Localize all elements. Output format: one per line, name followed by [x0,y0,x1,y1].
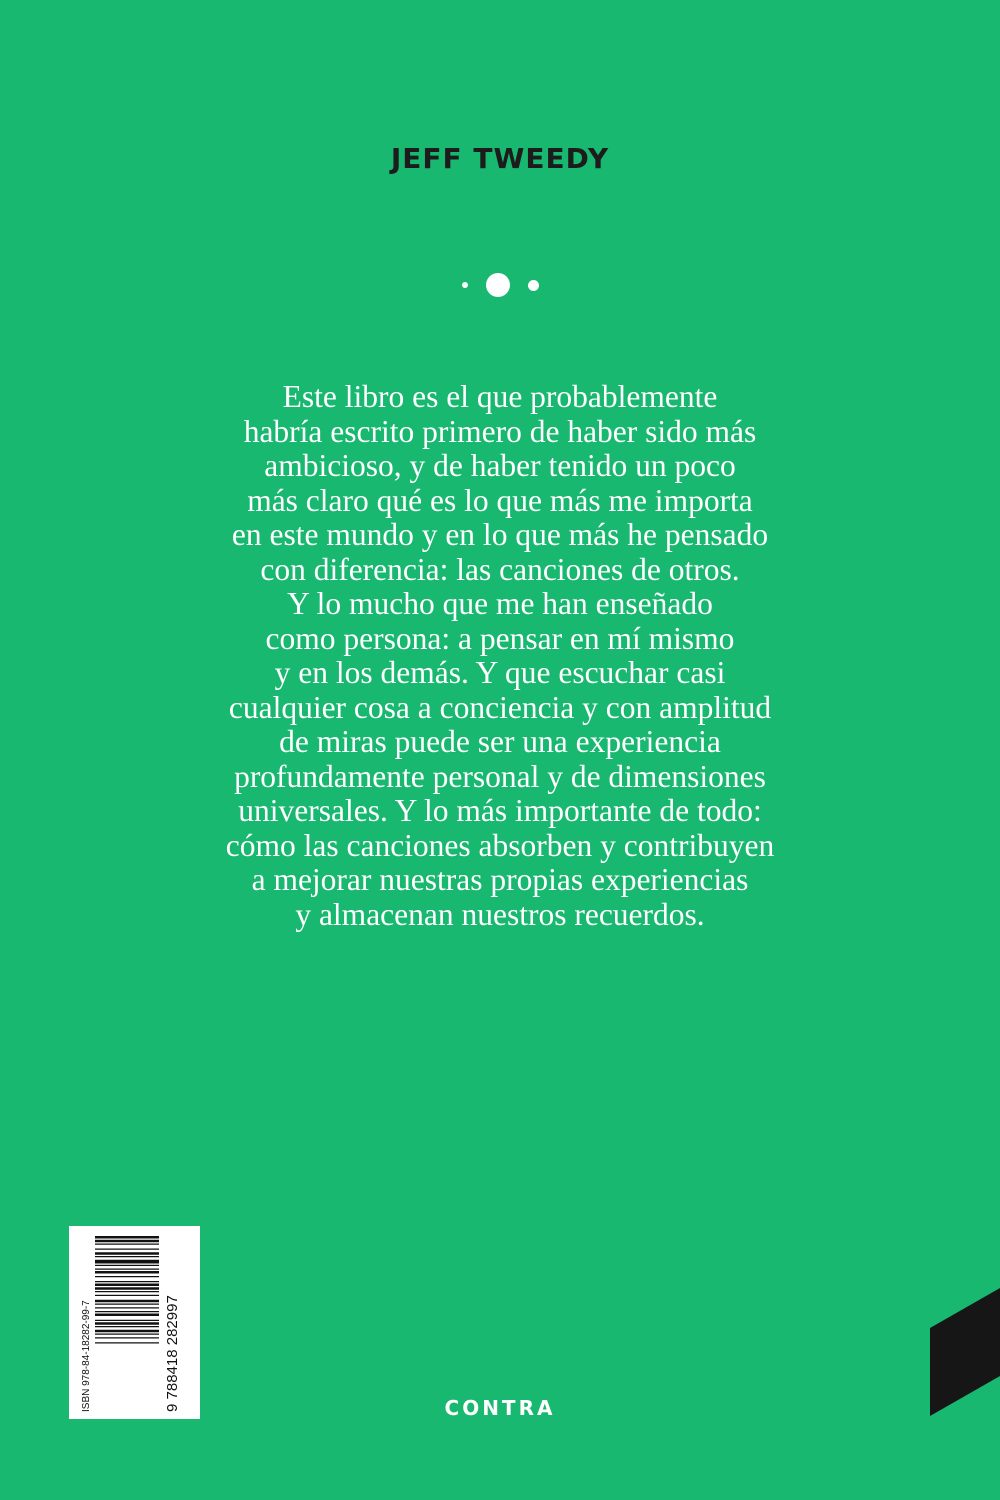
barcode-bars-icon [95,1236,159,1344]
blurb-line: Y lo mucho que me han enseñado [287,586,713,621]
barcode-bar [95,1295,159,1296]
barcode-bar [95,1291,159,1292]
blurb-line: cualquier cosa a conciencia y con amplitud [228,689,772,725]
blurb-line: y en los demás. Y que escuchar casi [274,655,726,690]
barcode-bar [95,1300,159,1303]
isbn-digits: 9 788418 282997 [164,1295,181,1412]
barcode-bar [95,1307,159,1308]
barcode-bar [95,1311,159,1312]
barcode-bar [95,1236,159,1239]
medium-dot-icon [528,280,539,291]
barcode-bar [95,1304,159,1305]
barcode-bar [95,1252,159,1255]
barcode-bar [95,1287,159,1290]
barcode-bar [95,1276,159,1277]
blurb-line: en este mundo y en lo que más he pensado [231,517,769,552]
blurb-line: cómo las canciones absorben y contribuyen [225,827,775,863]
blurb-line: profundamente personal y de dimensiones [234,758,766,794]
barcode-graphic [69,1226,200,1419]
blurb-line: y almacenan nuestros recuerdos. [295,896,705,932]
author-name: JEFF TWEEDY [390,142,610,175]
barcode-bar [95,1322,159,1325]
barcode-bar [95,1284,159,1287]
barcode-bar [95,1244,159,1245]
barcode-bar [95,1271,159,1274]
publisher-logo: CONTRA [444,1396,556,1420]
isbn-barcode [69,1226,200,1419]
barcode-bar [95,1260,159,1264]
barcode-bar [95,1334,159,1335]
blurb-line: más claro qué es lo que más me importa [247,482,753,518]
small-dot-icon [462,282,468,288]
barcode-bar [95,1326,159,1327]
isbn-label: ISBN 978-84-18282-99-7 [81,1300,92,1412]
blurb-line: universales. Y lo más importante de todo: [238,793,762,828]
blurb-line: habría escrito primero de haber sido más [243,413,757,449]
barcode-bar [95,1314,159,1317]
dots-ornament [0,268,1000,302]
corner-mark-icon [930,1288,1000,1418]
barcode-bar [95,1320,159,1321]
blurb-line: ambicioso, y de haber tenido un poco [264,448,736,483]
barcode-bar [95,1330,159,1333]
back-cover-blurb [0,380,1000,932]
barcode-bar [95,1240,159,1243]
blurb-line: como persona: a pensar en mí mismo [265,620,735,656]
barcode-bar [95,1249,159,1250]
blurb-line: de miras puede ser una experiencia [279,724,721,759]
blurb-line: con diferencia: las canciones de otros. [260,551,740,587]
large-dot-icon [486,273,510,297]
barcode-bar [95,1256,159,1257]
barcode-bar [95,1337,159,1338]
blurb-line: Este libro es el que probablemente [282,379,718,414]
barcode-bar [95,1269,159,1270]
barcode-bar [95,1281,159,1282]
barcode-bar [95,1265,159,1266]
barcode-bar [95,1342,159,1343]
blurb-line: a mejorar nuestras propias experiencias [251,862,749,897]
